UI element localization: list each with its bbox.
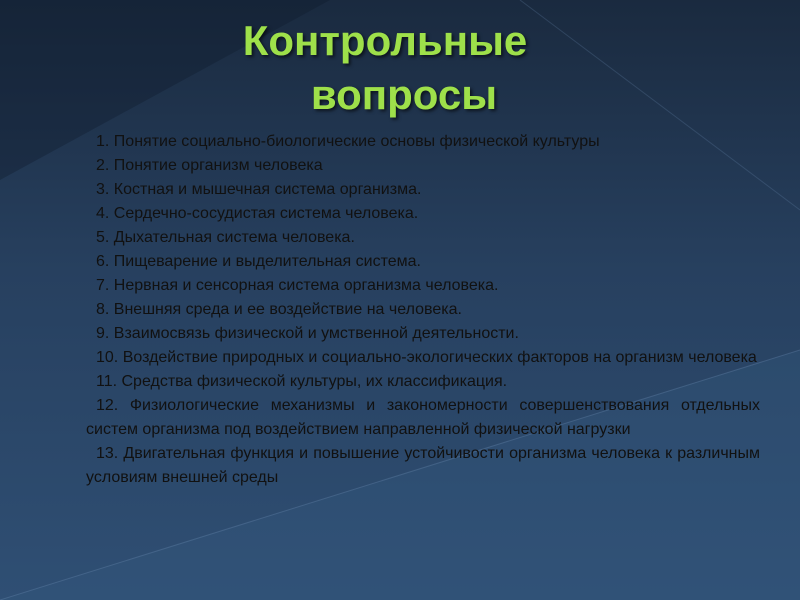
question-item-9: 9. Взаимосвязь физической и умственной деятельности. <box>96 325 519 342</box>
question-item-5: 5. Дыхательная система человека. <box>96 229 355 246</box>
title-line-2: вопросы <box>310 71 498 118</box>
question-item-1: 1. Понятие социально-биологические основы физической культуры <box>96 133 600 150</box>
question-item-7: 7. Нервная и сенсорная система организма человека. <box>96 277 499 294</box>
question-item-4: 4. Сердечно-сосудистая система человека. <box>96 205 419 222</box>
question-item-12: 12. Физиологические механизмы и закономерности совершенствования отдельных систем организма под воздействием направленной физической нагрузки <box>86 397 760 438</box>
question-item-6: 6. Пищеварение и выделительная система. <box>96 253 421 270</box>
question-item-8: 8. Внешняя среда и ее воздействие на человека. <box>96 301 462 318</box>
slide-title <box>0 14 800 122</box>
questions-list <box>86 130 760 490</box>
question-item-11: 11. Средства физической культуры, их классификация. <box>96 373 508 390</box>
question-item-2: 2. Понятие организм человека <box>96 157 323 174</box>
question-item-10: 10. Воздействие природных и социально-экологических факторов на организм человека <box>96 349 757 366</box>
question-item-3: 3. Костная и мышечная система организма. <box>96 181 422 198</box>
title-line-1: Контрольные <box>242 17 528 64</box>
question-item-13: 13. Двигательная функция и повышение устойчивости организма человека к различным условиям внешней среды <box>86 445 760 486</box>
